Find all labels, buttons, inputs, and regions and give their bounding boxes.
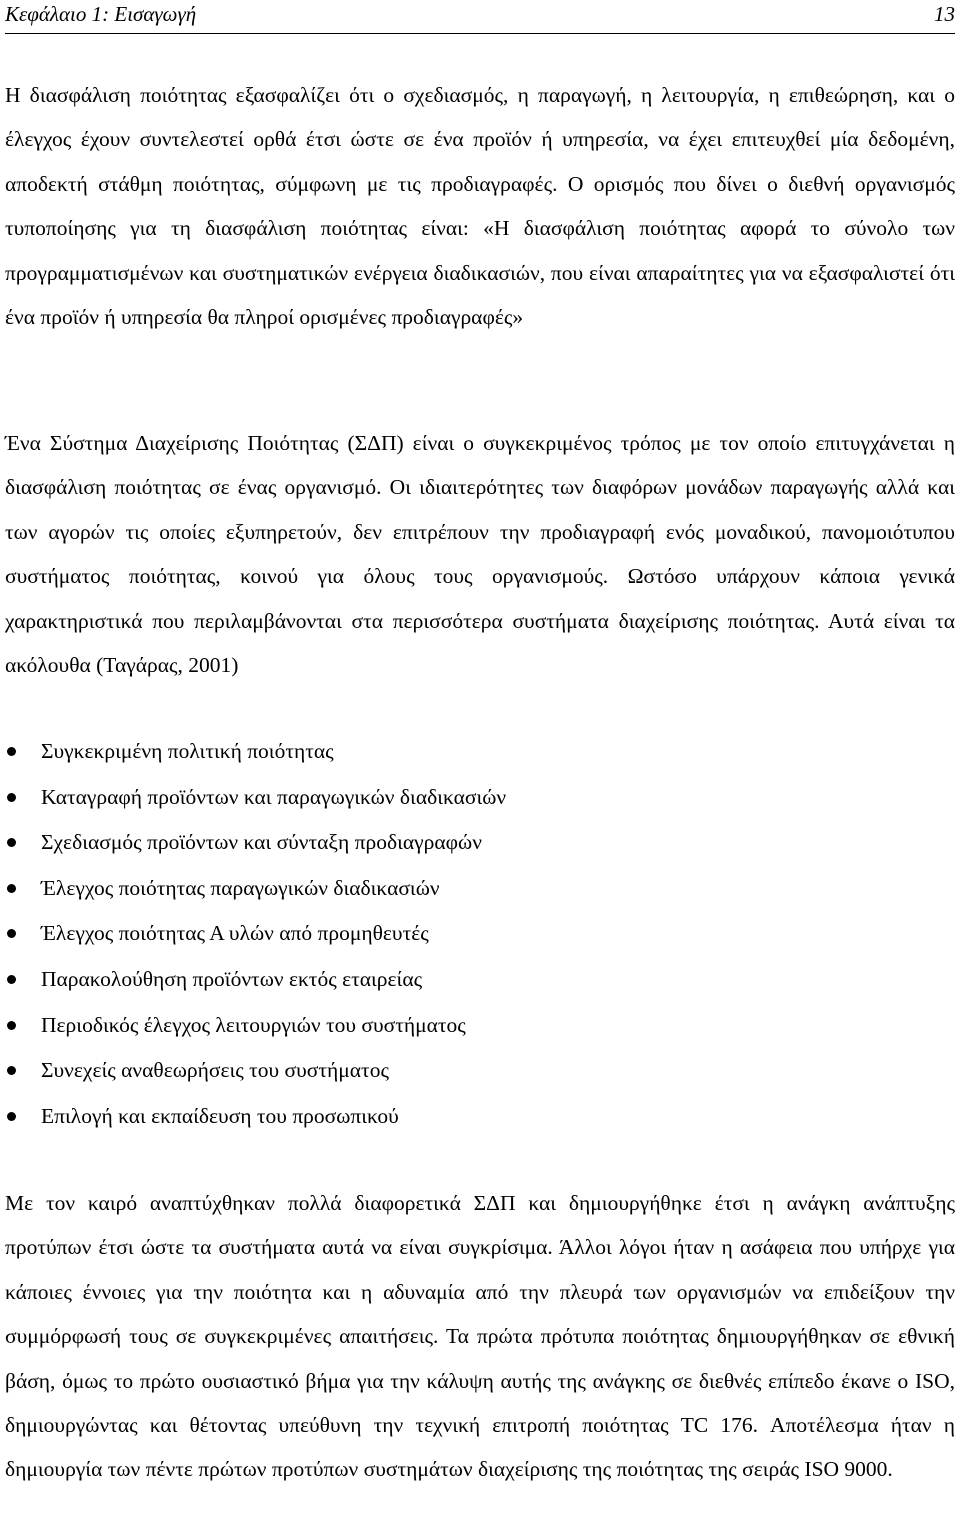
bullet-icon <box>7 838 16 847</box>
chapter-title: Κεφάλαιο 1: Εισαγωγή <box>5 2 197 26</box>
bullet-icon <box>7 884 16 893</box>
bullet-icon <box>7 747 16 756</box>
list-item <box>5 957 955 1003</box>
list-item-text: Συνεχείς αναθεωρήσεις του συστήματος <box>41 1058 389 1083</box>
list-item <box>5 820 955 866</box>
list-item <box>5 911 955 957</box>
list-item-text: Παρακολούθηση προϊόντων εκτός εταιρείας <box>41 966 423 991</box>
list-item-text: Έλεγχος ποιότητας Α υλών από προμηθευτές <box>41 921 429 946</box>
bullet-icon <box>7 1112 16 1121</box>
bullet-icon <box>7 793 16 802</box>
list-item-text: Σχεδιασμός προϊόντων και σύνταξη προδιαγραφών <box>41 830 482 855</box>
paragraph-quality-assurance: Η διασφάλιση ποιότητας εξασφαλίζει ότι ο σχεδιασμός, η παραγωγή, η λειτουργία, η επιθεώρηση, και ο έλεγχος έχουν συντελεστεί ορθά έτσι ώστε σε ένα προϊόν ή υπηρεσία, να έχει επιτευχθεί μία δεδομένη, αποδεκτή στάθμη ποιότητας, σύμφωνη με τις προδιαγραφές. Ο ορισμός που δίνει ο διεθνή οργανισμός τυποποίησης για τη διασφάλιση ποιότητας είναι: «Η διασφάλιση ποιότητας αφορά το σύνολο των προγραμματισμένων και συστηματικών ενέργεια διαδικασιών, που είναι απαραίτητες για να εξασφαλιστεί ότι ένα προϊόν ή υπηρεσία θα πληροί ορισμένες προδιαγραφές» <box>5 83 955 330</box>
bullet-list <box>5 729 955 1139</box>
list-item <box>5 729 955 775</box>
page-number: 13 <box>934 2 955 26</box>
list-item <box>5 866 955 912</box>
list-item-text: Συγκεκριμένη πολιτική ποιότητας <box>41 739 334 763</box>
list-item <box>5 1003 955 1049</box>
bullet-icon <box>7 929 16 938</box>
paragraph-quality-management-system: Ένα Σύστημα Διαχείρισης Ποιότητας (ΣΔΠ) είναι ο συγκεκριμένος τρόπος με τον οποίο επιτυγχάνεται η διασφάλιση ποιότητας σε ένας οργανισμό. Οι ιδιαιτερότητες των διαφόρων μονάδων παραγωγής αλλά και των αγορών τις οποίες εξυπηρετούν, δεν επιτρέπουν την προδιαγραφή ενός μοναδικού, πανομοιότυπου συστήματος ποιότητας, κοινού για όλους τους οργανισμούς. Ωστόσο υπάρχουν κάποια γενικά χαρακτηριστικά που περιλαμβάνονται στα περισσότερα συστήματα διαχείρισης ποιότητας. Αυτά είναι τα ακόλουθα (Ταγάρας, 2001) <box>5 431 955 678</box>
running-header <box>5 0 955 32</box>
list-item <box>5 1094 955 1140</box>
list-item-text: Περιοδικός έλεγχος λειτουργιών του συστήματος <box>41 1012 466 1037</box>
list-item-text: Καταγραφή προϊόντων και παραγωγικών διαδικασιών <box>41 784 507 809</box>
list-item-text: Επιλογή και εκπαίδευση του προσωπικού <box>41 1103 399 1128</box>
list-item <box>5 1048 955 1094</box>
header-divider <box>5 33 955 34</box>
paragraph-standards-iso: Με τον καιρό αναπτύχθηκαν πολλά διαφορετικά ΣΔΠ και δημιουργήθηκε έτσι η ανάγκη ανάπτυξης προτύπων έτσι ώστε τα συστήματα αυτά να είναι συγκρίσιμα. Άλλοι λόγοι ήταν η ασάφεια που υπήρχε για κάποιες έννοιες για την ποιότητα και η αδυναμία από την πλευρά των οργανισμών να επιδείξουν την συμμόρφωσή τους σε συγκεκριμένες απαιτήσεις. Τα πρώτα πρότυπα ποιότητας δημιουργήθηκαν σε εθνική βάση, όμως το πρώτο ουσιαστικό βήμα για την κάλυψη αυτής της ανάγκης σε διεθνές επίπεδο έκανε ο ISO, δημιουργώντας και θέτοντας υπεύθυνη την τεχνική επιτροπή ποιότητας TC 176. Αποτέλεσμα ήταν η δημιουργία των πέντε πρώτων προτύπων συστημάτων διαχείρισης της ποιότητας της σειράς ISO 9000. <box>5 1191 955 1482</box>
list-item-text: Έλεγχος ποιότητας παραγωγικών διαδικασιών <box>41 875 440 900</box>
bullet-icon <box>7 975 16 984</box>
bullet-icon <box>7 1021 16 1030</box>
list-item <box>5 775 955 821</box>
bullet-icon <box>7 1066 16 1075</box>
